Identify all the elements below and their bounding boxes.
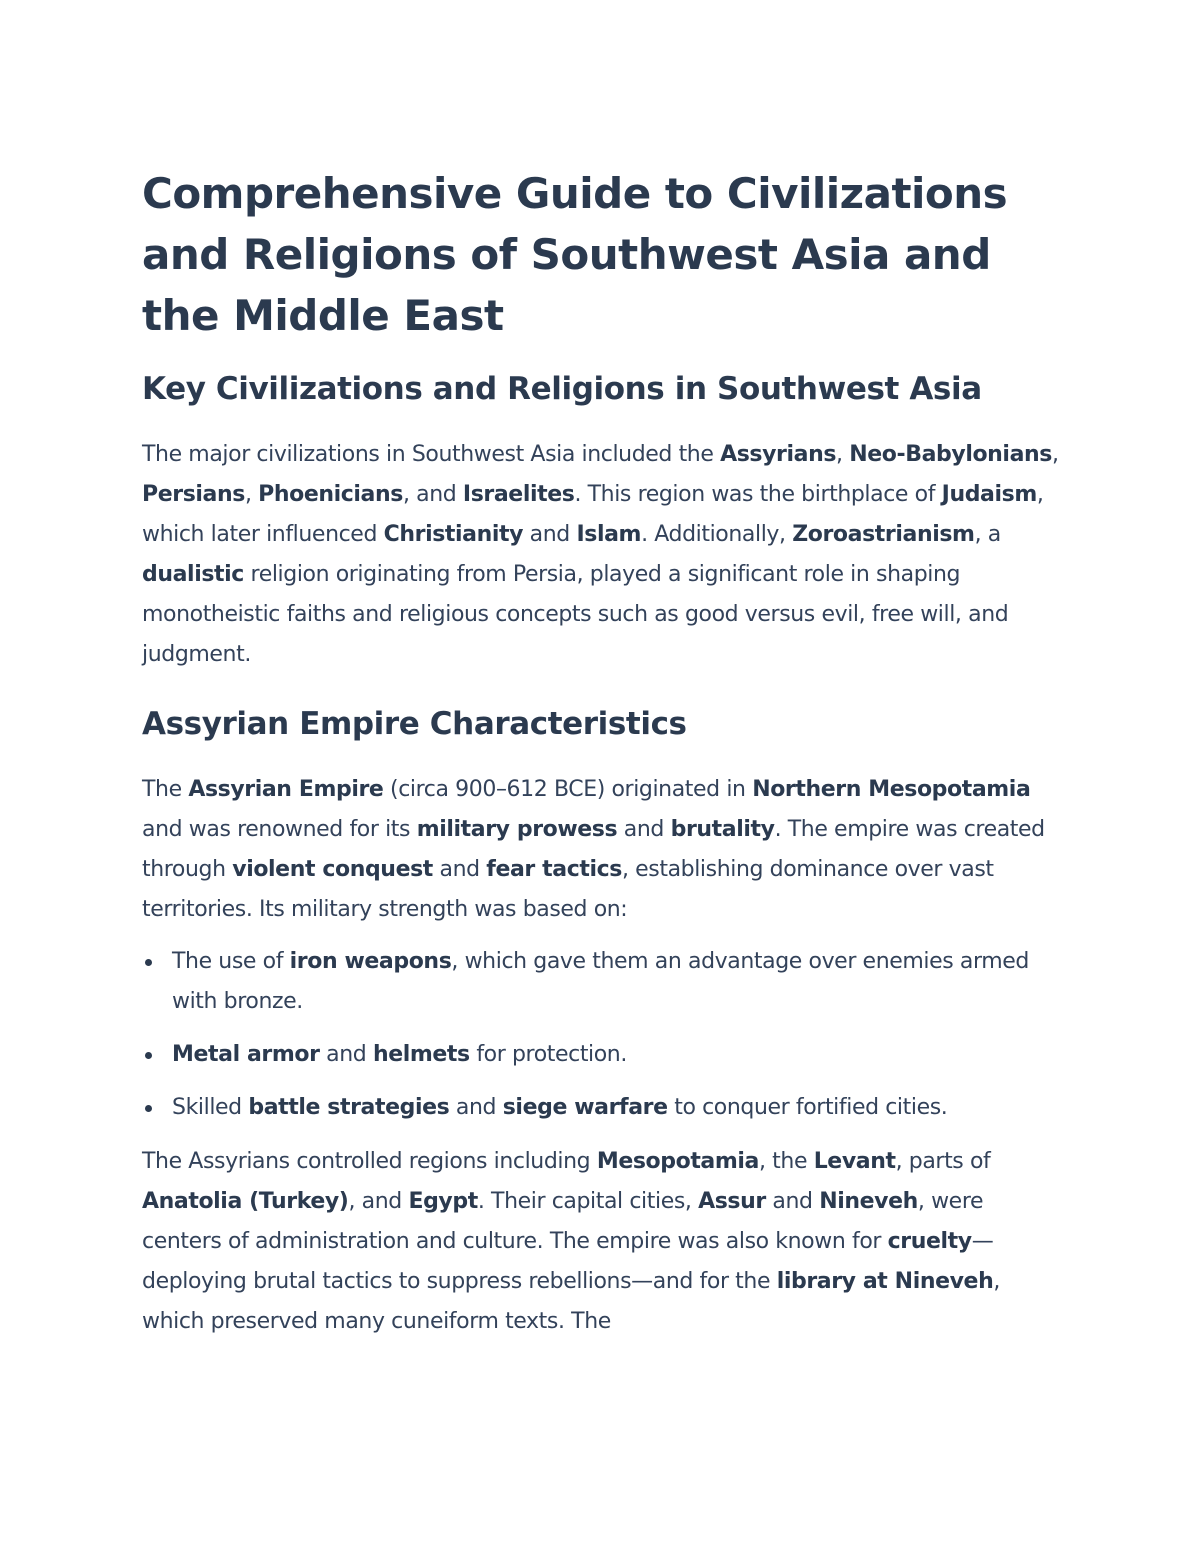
- term-northern-mesopotamia: Northern Mesopotamia: [752, 777, 1031, 802]
- term-islam: Islam: [576, 522, 642, 547]
- term-phoenicians: Phoenicians: [258, 482, 403, 507]
- assyrian-regions-paragraph: The Assyrians controlled regions including Mesopotamia, the Levant, parts of Anatolia (Turkey), and Egypt. Their capital cities, Assur and Nineveh, were centers of administration and culture. The empire was also known for cruelty—deploying brutal tactics to suppress rebellions—and for the library at Nineveh, which preserved many cuneiform texts. The: [142, 1149, 1000, 1334]
- term-assur: Assur: [698, 1189, 766, 1214]
- term-persians: Persians: [142, 482, 245, 507]
- list-item: The use of iron weapons, which gave them an advantage over enemies armed with bronze.: [142, 942, 1062, 1022]
- term-iron-weapons: iron weapons: [289, 949, 452, 974]
- term-fear-tactics: fear tactics: [486, 857, 622, 882]
- military-strength-list: [142, 942, 1062, 1128]
- term-battle-strategies: battle strategies: [248, 1095, 450, 1120]
- term-helmets: helmets: [372, 1042, 470, 1067]
- term-assyrians: Assyrians: [720, 442, 837, 467]
- assyrian-empire-paragraph: The Assyrian Empire (circa 900–612 BCE) originated in Northern Mesopotamia and was renowned for its military prowess and brutality. The empire was created through violent conquest and fear tactics, establishing dominance over vast territories. Its military strength was based on:: [142, 777, 1045, 922]
- term-metal-armor: Metal armor: [172, 1042, 320, 1067]
- bullet-dot: [145, 959, 152, 966]
- bullet-dot: [145, 1105, 152, 1112]
- term-anatolia: Anatolia (Turkey): [142, 1189, 349, 1214]
- term-judaism: Judaism: [941, 482, 1037, 507]
- page-title: Comprehensive Guide to Civilizations and Religions of Southwest Asia and the Middle East: [142, 169, 1008, 340]
- section-heading-assyrian-empire: Assyrian Empire Characteristics: [142, 706, 687, 742]
- term-assyrian-empire: Assyrian Empire: [188, 777, 384, 802]
- term-violent-conquest: violent conquest: [232, 857, 433, 882]
- term-nineveh: Nineveh: [819, 1189, 918, 1214]
- term-military-prowess: military prowess: [416, 817, 618, 842]
- section-heading-key-civilizations: Key Civilizations and Religions in Southwest Asia: [142, 371, 982, 407]
- term-egypt: Egypt: [408, 1189, 478, 1214]
- list-item: Skilled battle strategies and siege warfare to conquer fortified cities.: [142, 1088, 1062, 1128]
- key-civilizations-paragraph: The major civilizations in Southwest Asia included the Assyrians, Neo-Babylonians, Persians, Phoenicians, and Israelites. This region was the birthplace of Judaism, which later influenced Christianity and Islam. Additionally, Zoroastrianism, a dualistic religion originating from Persia, played a significant role in shaping monotheistic faiths and religious concepts such as good versus evil, free will, and judgment.: [142, 442, 1059, 667]
- term-dualistic: dualistic: [142, 562, 244, 587]
- term-library-at-nineveh: library at Nineveh: [776, 1269, 994, 1294]
- term-cruelty: cruelty: [887, 1229, 972, 1254]
- term-levant: Levant: [813, 1149, 896, 1174]
- term-zoroastrianism: Zoroastrianism: [792, 522, 975, 547]
- document-page: [142, 163, 1062, 1342]
- term-siege-warfare: siege warfare: [502, 1095, 668, 1120]
- term-brutality: brutality: [670, 817, 775, 842]
- term-mesopotamia: Mesopotamia: [596, 1149, 759, 1174]
- term-israelites: Israelites: [462, 482, 575, 507]
- list-item: Metal armor and helmets for protection.: [142, 1035, 1062, 1075]
- bullet-dot: [145, 1052, 152, 1059]
- term-neo-babylonians: Neo-Babylonians: [849, 442, 1052, 467]
- term-christianity: Christianity: [383, 522, 524, 547]
